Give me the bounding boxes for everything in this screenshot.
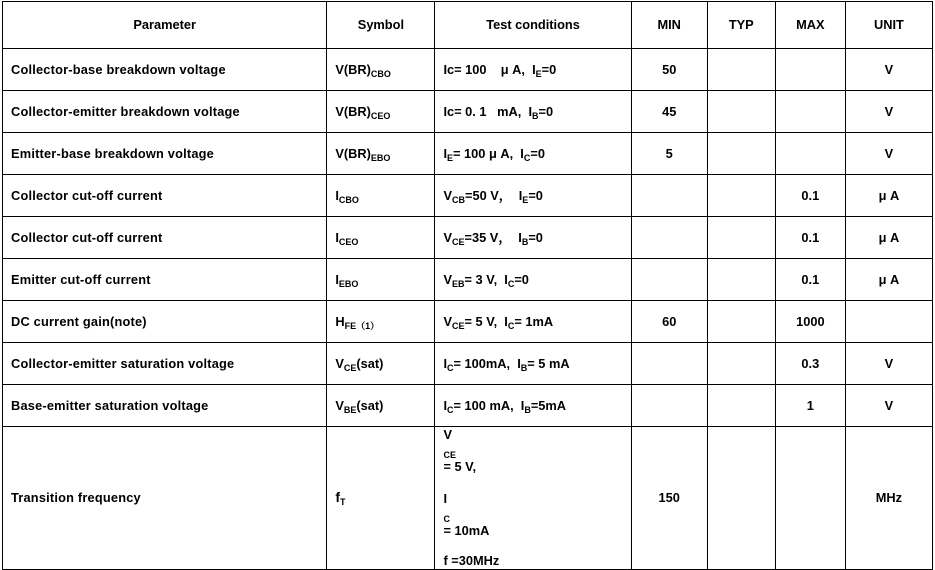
symbol-sub: CE — [343, 362, 357, 373]
symbol-main: V — [335, 355, 344, 371]
cell-parameter: Emitter cut-off current — [3, 259, 327, 301]
test-post: =0 — [514, 271, 529, 287]
test-post: = 1mA — [514, 313, 554, 329]
symbol-main: H — [335, 313, 345, 329]
test-pre-sub: EB — [452, 278, 465, 289]
cell-typ — [707, 385, 775, 427]
test-sub-index: B — [532, 110, 539, 121]
test-pre: V — [443, 187, 452, 203]
test-sub-var: I — [520, 145, 524, 161]
test-post: =0 — [528, 229, 543, 245]
test-mid: =50 V， — [465, 187, 512, 203]
cell-symbol — [327, 343, 435, 385]
test-pre-sub: CB — [452, 194, 465, 205]
cell-test-conditions — [435, 49, 631, 91]
cell-min: 50 — [631, 49, 707, 91]
symbol-main: V(BR) — [335, 145, 371, 161]
table-row — [3, 133, 933, 175]
table-row — [3, 385, 933, 427]
test-pre-sub: E — [447, 152, 454, 163]
table-row — [3, 343, 933, 385]
test-post: =5mA — [530, 397, 567, 413]
cell-typ — [707, 175, 775, 217]
cell-unit: MHz — [845, 427, 932, 570]
test-sub-index: C — [507, 320, 515, 331]
cell-typ — [707, 343, 775, 385]
cell-typ — [707, 133, 775, 175]
test-mid: = 3 V, — [464, 271, 498, 287]
symbol-main: V(BR) — [335, 61, 371, 77]
cell-parameter: Collector cut-off current — [3, 175, 327, 217]
test-pre: V — [443, 313, 452, 329]
symbol-main: f — [335, 489, 341, 506]
cell-min — [631, 343, 707, 385]
test-pre: Ic= 100 — [443, 61, 487, 77]
cell-parameter: DC current gain(note) — [3, 301, 327, 343]
test-sub-index: B — [524, 404, 531, 415]
cell-symbol — [327, 217, 435, 259]
cell-test-conditions — [435, 301, 631, 343]
table-row — [3, 175, 933, 217]
cell-unit: V — [845, 49, 932, 91]
test-sub-var: I — [532, 61, 536, 77]
cell-parameter: Collector-emitter saturation voltage — [3, 343, 327, 385]
test-sub-var: I — [528, 103, 533, 119]
symbol-main: I — [335, 187, 339, 203]
table-row — [3, 91, 933, 133]
test-pre: I — [443, 145, 448, 161]
symbol-main: I — [335, 271, 339, 287]
cell-min: 5 — [631, 133, 707, 175]
symbol-main: V(BR) — [335, 103, 371, 119]
test-mid: μ A, — [500, 61, 525, 77]
test-sub-index: C — [523, 152, 531, 163]
cell-max: 0.1 — [775, 175, 845, 217]
cell-parameter: Transition frequency — [3, 427, 327, 570]
table-row — [3, 427, 933, 570]
cell-test-conditions — [435, 91, 631, 133]
symbol-main: I — [335, 229, 339, 245]
cell-test-conditions — [435, 217, 631, 259]
cell-min — [631, 217, 707, 259]
cell-symbol — [327, 133, 435, 175]
cell-typ — [707, 91, 775, 133]
test-sub-var: I — [517, 355, 521, 371]
symbol-sub: CEO — [370, 110, 391, 121]
header-typ: TYP — [707, 2, 775, 49]
test-sub-index: C — [507, 278, 515, 289]
cell-parameter: Emitter-base breakdown voltage — [3, 133, 327, 175]
test-sub-index: C — [443, 513, 450, 524]
cell-test-conditions — [435, 175, 631, 217]
cell-unit — [845, 301, 932, 343]
test-post: =0 — [530, 145, 545, 161]
test-sub-var: I — [518, 229, 522, 245]
test-sub-index: E — [522, 194, 529, 205]
symbol-sub: FE（1） — [344, 320, 380, 331]
table-row — [3, 49, 933, 91]
cell-max — [775, 133, 845, 175]
test-mid: = 100mA, — [453, 355, 511, 371]
cell-max: 0.3 — [775, 343, 845, 385]
test-mid: = 100 μ A, — [453, 145, 514, 161]
symbol-tail: (sat) — [356, 355, 384, 371]
symbol-sub: CEO — [338, 236, 359, 247]
test-sub-var: I — [443, 490, 448, 506]
cell-parameter: Collector-emitter breakdown voltage — [3, 91, 327, 133]
test-pre: V — [443, 229, 452, 245]
test-mid: = 5 V, — [443, 458, 477, 474]
electrical-characteristics-table — [2, 1, 933, 570]
test-mid: = 100 mA, — [453, 397, 514, 413]
symbol-sub: CBO — [338, 194, 359, 205]
symbol-sub: EBO — [370, 152, 391, 163]
table-row — [3, 259, 933, 301]
cell-test-conditions — [435, 385, 631, 427]
cell-min — [631, 385, 707, 427]
test-pre: I — [443, 397, 448, 413]
cell-typ — [707, 427, 775, 570]
cell-symbol — [327, 427, 435, 570]
cell-symbol — [327, 259, 435, 301]
cell-max — [775, 427, 845, 570]
test-sub-index: B — [521, 236, 529, 247]
cell-test-conditions — [435, 427, 631, 570]
test-post: = 10mA — [443, 522, 490, 538]
cell-max — [775, 91, 845, 133]
header-test-conditions: Test conditions — [435, 2, 631, 49]
test-sub-var: I — [504, 313, 508, 329]
test-mid: mA, — [497, 103, 522, 119]
test-line-1 — [443, 427, 622, 539]
test-post: = 5 mA — [527, 355, 570, 371]
symbol-tail: (sat) — [356, 397, 384, 413]
cell-unit: μ A — [845, 217, 932, 259]
test-pre-sub: CE — [452, 320, 465, 331]
cell-unit: V — [845, 343, 932, 385]
symbol-main: V — [335, 397, 344, 413]
cell-unit: μ A — [845, 259, 932, 301]
test-pre-sub: CE — [443, 449, 456, 460]
cell-min — [631, 259, 707, 301]
cell-min: 45 — [631, 91, 707, 133]
cell-min: 60 — [631, 301, 707, 343]
cell-min — [631, 175, 707, 217]
cell-parameter: Collector cut-off current — [3, 217, 327, 259]
test-mid: = 5 V, — [464, 313, 498, 329]
cell-unit: V — [845, 385, 932, 427]
header-min: MIN — [631, 2, 707, 49]
test-pre-sub: C — [447, 404, 454, 415]
test-sub-var: I — [504, 271, 508, 287]
table-header-row — [3, 2, 933, 49]
test-pre: I — [443, 355, 448, 371]
test-line-2: f =30MHz — [443, 552, 500, 568]
table-header — [3, 2, 933, 49]
cell-typ — [707, 49, 775, 91]
cell-symbol — [327, 301, 435, 343]
cell-test-conditions — [435, 259, 631, 301]
symbol-sub: CBO — [370, 68, 391, 79]
cell-test-conditions — [435, 343, 631, 385]
datasheet-table-page — [0, 1, 935, 568]
header-parameter: Parameter — [3, 2, 327, 49]
test-sub-index: E — [535, 68, 542, 79]
test-conditions-lines — [443, 427, 622, 569]
test-pre-sub: C — [447, 362, 454, 373]
test-pre: V — [443, 271, 452, 287]
test-post: =0 — [538, 103, 554, 119]
test-pre-sub: CE — [452, 236, 465, 247]
cell-typ — [707, 259, 775, 301]
table-row — [3, 217, 933, 259]
test-sub-index: B — [520, 362, 528, 373]
test-post: =0 — [541, 61, 557, 77]
cell-max: 1000 — [775, 301, 845, 343]
table-body — [3, 49, 933, 570]
table-row — [3, 301, 933, 343]
cell-symbol — [327, 49, 435, 91]
test-sub-var: I — [518, 187, 523, 203]
test-pre: V — [443, 427, 452, 442]
cell-typ — [707, 301, 775, 343]
header-symbol: Symbol — [327, 2, 435, 49]
cell-symbol — [327, 91, 435, 133]
cell-min: 150 — [631, 427, 707, 570]
cell-parameter: Collector-base breakdown voltage — [3, 49, 327, 91]
cell-unit: V — [845, 91, 932, 133]
cell-max — [775, 49, 845, 91]
cell-max: 0.1 — [775, 259, 845, 301]
test-post: =0 — [528, 187, 543, 203]
cell-parameter: Base-emitter saturation voltage — [3, 385, 327, 427]
test-sub-var: I — [520, 397, 525, 413]
cell-max: 0.1 — [775, 217, 845, 259]
test-pre: Ic= 0. 1 — [443, 103, 487, 119]
cell-test-conditions — [435, 133, 631, 175]
cell-typ — [707, 217, 775, 259]
cell-unit: μ A — [845, 175, 932, 217]
cell-unit: V — [845, 133, 932, 175]
symbol-sub: EBO — [338, 278, 359, 289]
symbol-sub: T — [340, 497, 346, 508]
header-max: MAX — [775, 2, 845, 49]
cell-symbol — [327, 385, 435, 427]
cell-symbol — [327, 175, 435, 217]
symbol-sub: BE — [343, 404, 357, 415]
cell-max: 1 — [775, 385, 845, 427]
test-mid: =35 V， — [464, 229, 512, 245]
header-unit: UNIT — [845, 2, 932, 49]
